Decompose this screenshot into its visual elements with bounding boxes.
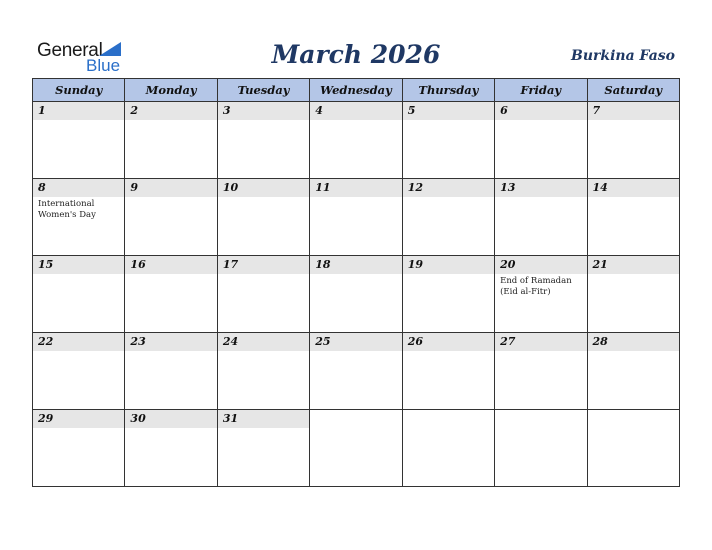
day-number: 24 (218, 333, 309, 351)
day-number: 5 (403, 102, 494, 120)
calendar-grid (32, 78, 680, 487)
day-number: 3 (218, 102, 309, 120)
weekday-wednesday: Wednesday (310, 79, 402, 102)
day-cell (310, 179, 402, 256)
day-number: 25 (310, 333, 401, 351)
day-cell (33, 102, 125, 179)
holiday-event: End of Ramadan (Eid al-Fitr) (500, 276, 572, 297)
day-number: 14 (588, 179, 679, 197)
week-row (33, 333, 680, 410)
day-cell (125, 256, 217, 333)
weekday-header-row (33, 79, 680, 102)
day-number: 21 (588, 256, 679, 274)
day-number: 1 (33, 102, 124, 120)
week-row (33, 179, 680, 256)
day-number: 17 (218, 256, 309, 274)
day-number: 20 (495, 256, 586, 274)
day-number: 31 (218, 410, 309, 428)
day-number: 29 (33, 410, 124, 428)
day-cell (310, 102, 402, 179)
logo-text-general: General (37, 40, 103, 61)
weekday-thursday: Thursday (402, 79, 494, 102)
day-cell (495, 179, 587, 256)
day-cell (587, 102, 679, 179)
weekday-friday: Friday (495, 79, 587, 102)
day-cell (33, 410, 125, 487)
day-cell (402, 179, 494, 256)
day-cell (587, 333, 679, 410)
day-cell (125, 333, 217, 410)
day-number: 12 (403, 179, 494, 197)
calendar-title: March 2026 (271, 40, 441, 69)
day-cell (217, 256, 309, 333)
day-cell (217, 333, 309, 410)
day-cell (125, 410, 217, 487)
day-cell (402, 102, 494, 179)
day-cell (217, 410, 309, 487)
day-number: 11 (310, 179, 401, 197)
day-cell (217, 102, 309, 179)
day-cell (495, 256, 587, 333)
day-cell (495, 102, 587, 179)
country-name: Burkina Faso (571, 48, 675, 64)
day-number: 9 (125, 179, 216, 197)
weekday-sunday: Sunday (33, 79, 125, 102)
day-number: 15 (33, 256, 124, 274)
week-row (33, 256, 680, 333)
day-number: 13 (495, 179, 586, 197)
day-cell (33, 256, 125, 333)
weekday-tuesday: Tuesday (217, 79, 309, 102)
day-cell (125, 102, 217, 179)
day-number: 7 (588, 102, 679, 120)
holiday-event: International Women's Day (38, 199, 96, 220)
day-number: 30 (125, 410, 216, 428)
day-number: 28 (588, 333, 679, 351)
day-number: 16 (125, 256, 216, 274)
day-number: 26 (403, 333, 494, 351)
day-cell (587, 256, 679, 333)
day-cell (402, 333, 494, 410)
day-cell (33, 179, 125, 256)
weekday-saturday: Saturday (587, 79, 679, 102)
day-cell (125, 179, 217, 256)
day-cell (33, 333, 125, 410)
weekday-monday: Monday (125, 79, 217, 102)
day-cell (310, 333, 402, 410)
day-number: 18 (310, 256, 401, 274)
day-number: 6 (495, 102, 586, 120)
day-cell (217, 179, 309, 256)
day-number: 23 (125, 333, 216, 351)
calendar-body (33, 102, 680, 487)
day-cell (310, 256, 402, 333)
logo-text-blue: Blue (86, 56, 121, 75)
day-number: 22 (33, 333, 124, 351)
day-number: 8 (33, 179, 124, 197)
day-cell (495, 410, 587, 487)
day-cell (587, 410, 679, 487)
day-number: 4 (310, 102, 401, 120)
day-cell (495, 333, 587, 410)
day-number: 2 (125, 102, 216, 120)
week-row (33, 102, 680, 179)
day-number: 19 (403, 256, 494, 274)
day-number: 10 (218, 179, 309, 197)
day-cell (310, 410, 402, 487)
day-number: 27 (495, 333, 586, 351)
day-cell (587, 179, 679, 256)
day-cell (402, 256, 494, 333)
week-row (33, 410, 680, 487)
day-cell (402, 410, 494, 487)
